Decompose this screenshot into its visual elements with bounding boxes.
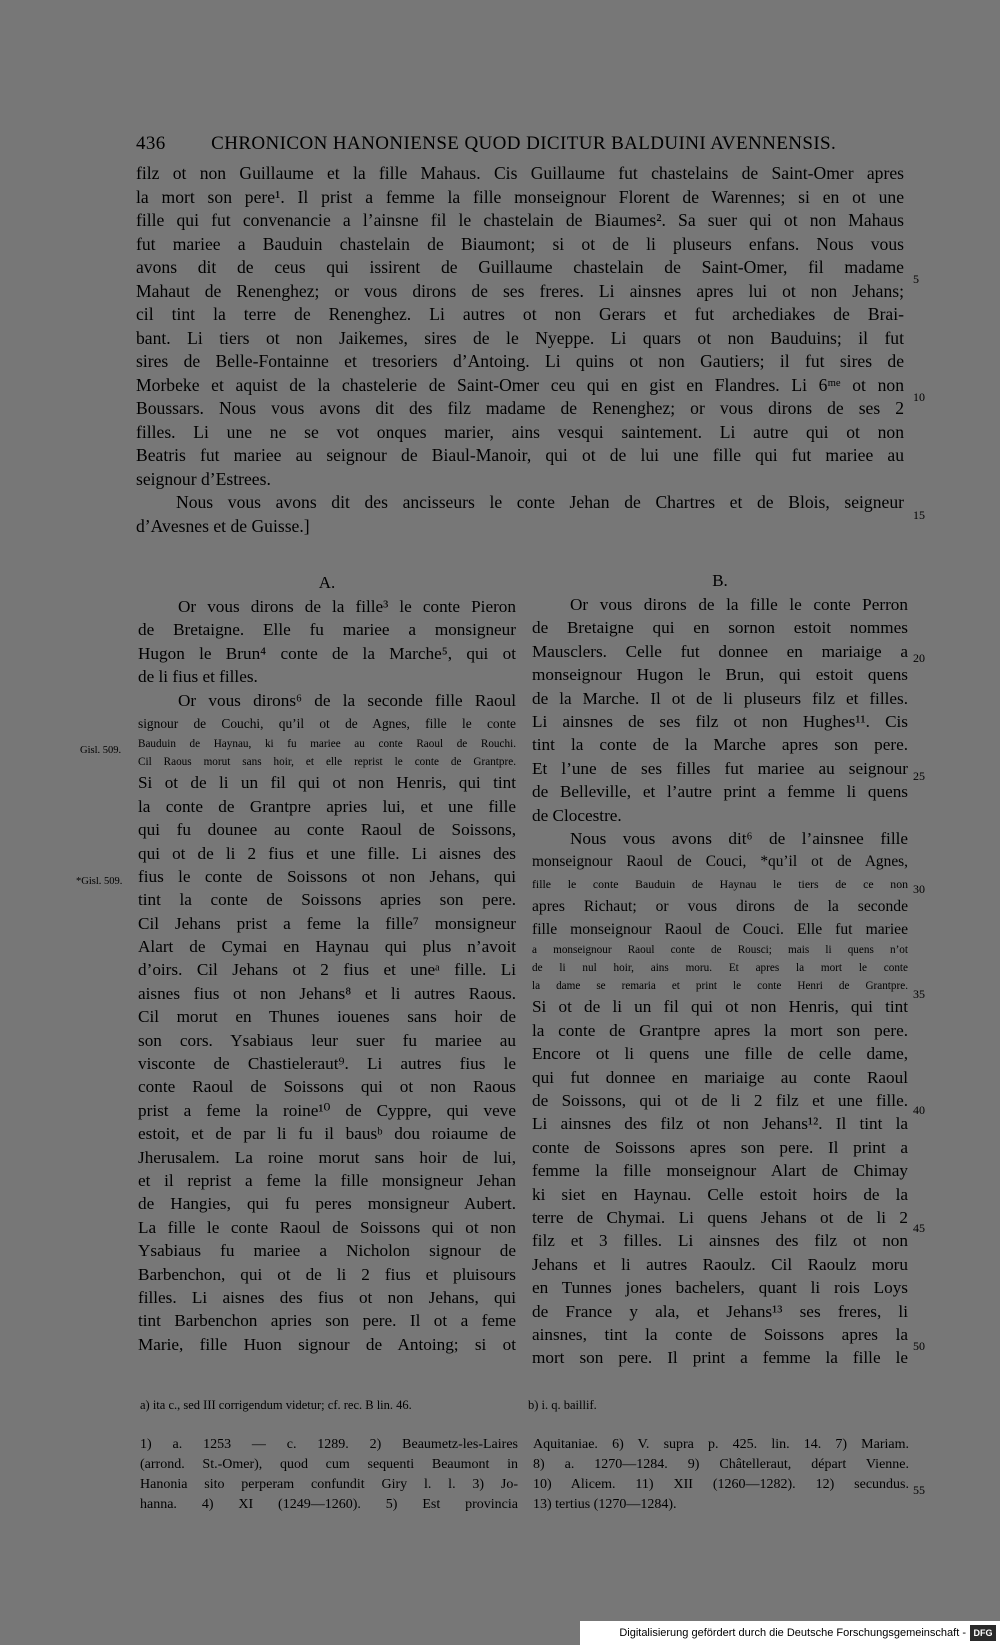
text-line: la dame se remaria et print le conte Henri de Grantpre. bbox=[532, 980, 908, 993]
footnotes-left bbox=[140, 1435, 518, 1515]
line-number: 40 bbox=[913, 1103, 925, 1117]
text-line: Cil Jehans prist a feme la fille⁷ monsigneur bbox=[138, 913, 516, 933]
text-line: a monseignour Raoul conte de Rousci; mais li quens n’ot bbox=[532, 944, 908, 957]
text-line: Li ainsnes des filz ot non Jehans¹². Il tint la bbox=[532, 1114, 908, 1134]
footnote-line: 1) a. 1253 — c. 1289. 2) Beaumetz-les-Laires bbox=[140, 1437, 518, 1452]
text-line: Boussars. Nous vous avons dit des filz madame de Renenghez; or vous dirons de ses 2 bbox=[136, 398, 904, 418]
text-line: la conte de Grantpre apries lui, et une fille bbox=[138, 796, 516, 816]
text-line: signour de Couchi, qu’il ot de Agnes, fille le conte bbox=[138, 715, 516, 731]
text-line: Marie, fille Huon signour de Antoing; si ot bbox=[138, 1334, 516, 1354]
text-line: visconte de Chastieleraut⁹. Li autres fius le bbox=[138, 1054, 516, 1074]
text-line: de Hangies, qui fu peres monsigneur Aubert. bbox=[138, 1194, 516, 1214]
text-line: sires de Belle-Fontainne et tresoriers d’Antoing. Li quins ot non Gautiers; il fut sires de bbox=[136, 351, 904, 371]
text-line: fille monseignour Raoul de Couci. Elle fut mariee bbox=[532, 921, 908, 939]
text-line: mort son pere. Il print a femme la fille le bbox=[532, 1348, 908, 1368]
text-line: Or vous dirons de la fille³ le conte Pieron bbox=[178, 597, 516, 616]
text-line: La fille le conte Raoul de Soissons qui ot non bbox=[138, 1217, 516, 1237]
footnote-line: (arrond. St.-Omer), quod cum sequenti Beaumont in bbox=[140, 1457, 518, 1472]
running-title: CHRONICON HANONIENSE QUOD DICITUR BALDUINI AVENNENSIS. bbox=[211, 133, 837, 154]
column-b bbox=[532, 569, 908, 1370]
text-line: monseignour Raoul de Couci, *qu’il ot de Agnes, bbox=[532, 853, 908, 871]
column-a bbox=[138, 571, 516, 1356]
text-line: Jehans et li autres Raoulz. Cil Raoulz moru bbox=[532, 1254, 908, 1274]
text-line: Cil morut en Thunes iouenes sans hoir de bbox=[138, 1007, 516, 1027]
text-line: femme la fille monseignour Alart de Chimay bbox=[532, 1161, 908, 1181]
text-line: qui ot de li 2 fius et une fille. Li aisnes des bbox=[138, 843, 516, 863]
text-line: bant. Li tiers ot non Jaikemes, sires de le Nyeppe. Li quars ot non Bauduins; il fut bbox=[136, 327, 904, 348]
text-line: qui fu dounee au conte Raoul de Soissons, bbox=[138, 820, 516, 840]
running-header bbox=[136, 133, 910, 155]
text-line: Beatris fut mariee au seignour de Biaul-Manoir, qui ot de lui une fille qui fut mariee au bbox=[136, 445, 904, 465]
text-line: de France y ala, et Jehans¹³ ses freres, li bbox=[532, 1301, 908, 1321]
text-line: de Bretaigne qui en sornon estoit nommes bbox=[532, 618, 908, 638]
text-line: Or vous dirons⁶ de la seconde fille Raoul bbox=[178, 690, 516, 710]
text-line: tint la conte de Soissons apries son pere. bbox=[138, 890, 516, 910]
text-line: Cil Raous morut sans hoir, et elle reprist le conte de Grantpre. bbox=[138, 756, 516, 769]
column-b-heading: B. bbox=[712, 571, 728, 590]
text-line: de Clocestre. bbox=[532, 805, 622, 825]
text-line: de li fius et filles. bbox=[138, 667, 258, 687]
line-number: 45 bbox=[913, 1221, 925, 1235]
footnote-line: hanna. 4) XI (1249—1260). 5) Est provincia bbox=[140, 1497, 518, 1512]
text-line: Mausclers. Celle fut donnee en mariaige a bbox=[532, 641, 908, 661]
footnotes-right bbox=[533, 1435, 909, 1515]
text-line: la conte de Grantpre apres la mort son pere. bbox=[532, 1020, 908, 1040]
text-line: seignour d’Estrees. bbox=[136, 468, 271, 489]
margin-note: Gisl. 509. bbox=[80, 745, 122, 756]
text-line: filz et 3 filles. Li ainsnes des filz ot non bbox=[532, 1231, 908, 1251]
text-line: terre de Chymai. Li quens Jehans ot de li 2 bbox=[532, 1207, 908, 1227]
text-line: tint Barbenchon apries son pere. Il ot a feme bbox=[138, 1311, 516, 1331]
line-number: 35 bbox=[913, 987, 925, 1001]
line-number: 10 bbox=[913, 390, 925, 404]
text-line: Morbeke et aquist de la chastelerie de Saint-Omer ceu qui en gist en Flandres. Li 6ᵐᵉ ot non bbox=[136, 374, 904, 395]
text-line: Hugon le Brun⁴ conte de la Marche⁵, qui ot bbox=[138, 643, 516, 663]
text-line: avons dit de ceus qui issirent de Guillaume chastelain de Saint-Omer, fil madame bbox=[136, 257, 904, 277]
text-line: Barbenchon, qui ot de li 2 fius et pluisours bbox=[138, 1264, 516, 1284]
dfg-logo-icon: DFG bbox=[970, 1625, 996, 1641]
text-line: de Bretaigne. Elle fu mariee a monsigneur bbox=[138, 620, 516, 640]
dfg-banner-text: Digitalisierung gefördert durch die Deutsche Forschungsgemeinschaft - bbox=[619, 1627, 966, 1639]
top-text-block bbox=[136, 162, 904, 538]
text-line: Jherusalem. La roine morut sans hoir de lui, bbox=[138, 1147, 516, 1167]
text-line: tint la conte de la Marche apres son pere. bbox=[532, 735, 908, 755]
text-line: Et l’une de ses filles fut mariee au seignour bbox=[532, 758, 908, 778]
line-number: 25 bbox=[913, 769, 925, 783]
text-line: aisnes fius ot non Jehans⁸ et li autres Raous. bbox=[138, 983, 516, 1003]
text-line: qui fut donnee en mariaige au conte Raoul bbox=[532, 1067, 908, 1087]
text-line: conte de Soissons apres son pere. Il print a bbox=[532, 1137, 908, 1157]
text-line: filles. Li une ne se vot onques marier, ains vesqui saintement. Li autre qui ot non bbox=[136, 421, 904, 442]
text-line: son cors. Ysabiaus leur suer fu mariee au bbox=[138, 1030, 516, 1050]
text-line: et il reprist a feme la fille monsigneur Jehan bbox=[138, 1170, 516, 1190]
text-line: Encore ot li quens une fille de celle dame, bbox=[532, 1044, 908, 1064]
dfg-funding-banner bbox=[580, 1621, 1000, 1645]
text-line: Or vous dirons de la fille le conte Perron bbox=[570, 595, 908, 614]
text-line: cil tint la terre de Renenghez. Li autres ot non Gerars et fut archediakes de Brai- bbox=[136, 304, 904, 324]
text-line: fille le conte Bauduin de Haynau le tiers de ce non bbox=[532, 876, 908, 891]
text-line: ki siet en Haynau. Celle estoit hoirs de la bbox=[532, 1184, 908, 1204]
text-line: apres Richaut; or vous dirons de la seconde bbox=[532, 897, 908, 915]
page-number: 436 bbox=[136, 133, 166, 154]
text-line: conte Raoul de Soissons qui ot non Raous bbox=[138, 1077, 516, 1097]
footnote-line: Aquitaniae. 6) V. supra p. 425. lin. 14. 7) Mariam. bbox=[533, 1437, 909, 1452]
text-line: de la Marche. Il ot de li pluseurs filz et filles. bbox=[532, 688, 908, 708]
text-line: de Belleville, et l’autre print a femme li quens bbox=[532, 782, 908, 802]
line-number: 15 bbox=[913, 508, 925, 522]
text-line: Li ainsnes de ses filz ot non Hughes¹¹. Cis bbox=[532, 711, 908, 731]
text-line: d’oirs. Cil Jehans ot 2 fius et uneᵃ fille. Li bbox=[138, 960, 516, 980]
apparatus-note-b: b) i. q. baillif. bbox=[528, 1398, 597, 1412]
text-line: ainsnes, tint la conte de Soissons apres la bbox=[532, 1324, 908, 1344]
line-number: 50 bbox=[913, 1339, 925, 1353]
line-number: 55 bbox=[913, 1483, 925, 1497]
line-number: 20 bbox=[913, 651, 925, 665]
line-number: 5 bbox=[913, 272, 919, 286]
footnote-line: 13) tertius (1270—1284). bbox=[533, 1497, 677, 1512]
text-line: Alart de Cymai en Haynau qui plus n’avoit bbox=[138, 937, 516, 957]
apparatus-note-a: a) ita c., sed III corrigendum videtur; cf. rec. B lin. 46. bbox=[140, 1398, 412, 1412]
text-line: de Soissons, qui ot de li 2 filz et une fille. bbox=[532, 1091, 908, 1111]
line-number: 30 bbox=[913, 882, 925, 896]
text-line: Si ot de li un fil qui ot non Henris, qui tint bbox=[532, 997, 908, 1017]
text-line: Bauduin de Haynau, ki fu mariee au conte Raoul de Rouchi. bbox=[138, 738, 516, 751]
text-line: Nous vous avons dit des ancisseurs le conte Jehan de Chartres et de Blois, seigneur bbox=[176, 492, 904, 512]
footnote-line: 8) a. 1270—1284. 9) Châtelleraut, départ Vienne. bbox=[533, 1457, 909, 1472]
text-line: la mort son pere¹. Il prist a femme la fille monseignour Florent de Warennes; si en ot une bbox=[136, 186, 904, 207]
text-line: estoit, et de par li fu il bausᵇ dou roiaume de bbox=[138, 1124, 516, 1144]
text-line: Mahaut de Renenghez; or vous dirons de ses freres. Li ainsnes apres lui ot non Jehans; bbox=[136, 280, 904, 301]
text-line: d’Avesnes et de Guisse.] bbox=[136, 515, 310, 536]
text-line: fille qui fut convenancie a l’ainsne fil le chastelain de Biaumes². Sa suer qui ot non Mahaus bbox=[136, 210, 904, 230]
text-line: Nous vous avons dit⁶ de l’ainsnee fille bbox=[570, 828, 908, 848]
text-line: filles. Li aisnes des fius ot non Jehans, qui bbox=[138, 1287, 516, 1307]
footnote-line: 10) Alicem. 11) XII (1260—1282). 12) secundus. bbox=[533, 1477, 909, 1492]
text-line: fut mariee a Bauduin chastelain de Biaumont; si ot de li pluseurs enfans. Nous vous bbox=[136, 233, 904, 254]
column-a-heading: A. bbox=[318, 573, 336, 592]
text-line: filz ot non Guillaume et la fille Mahaus. Cis Guillaume fut chastelains de Saint-Omer apres bbox=[136, 163, 904, 183]
text-line: fius le conte de Soissons ot non Jehans, qui bbox=[138, 866, 516, 886]
footnote-line: Hanonia sito perperam confundit Giry l. l. 3) Jo- bbox=[140, 1477, 518, 1492]
text-line: monseignour Hugon le Brun, qui estoit quens bbox=[532, 665, 908, 685]
margin-note: *Gisl. 509. bbox=[76, 876, 123, 887]
text-line: en Tunnes jones bachelers, quant li rois Loys bbox=[532, 1278, 908, 1298]
text-line: Ysabiaus fu mariee a Nicholon signour de bbox=[138, 1241, 516, 1261]
text-line: prist a feme la roine¹⁰ de Cyppre, qui veve bbox=[138, 1100, 516, 1120]
text-line: de li nul hoir, ains moru. Et apres la mort le conte bbox=[532, 962, 908, 975]
text-line: Si ot de li un fil qui ot non Henris, qui tint bbox=[138, 773, 516, 793]
